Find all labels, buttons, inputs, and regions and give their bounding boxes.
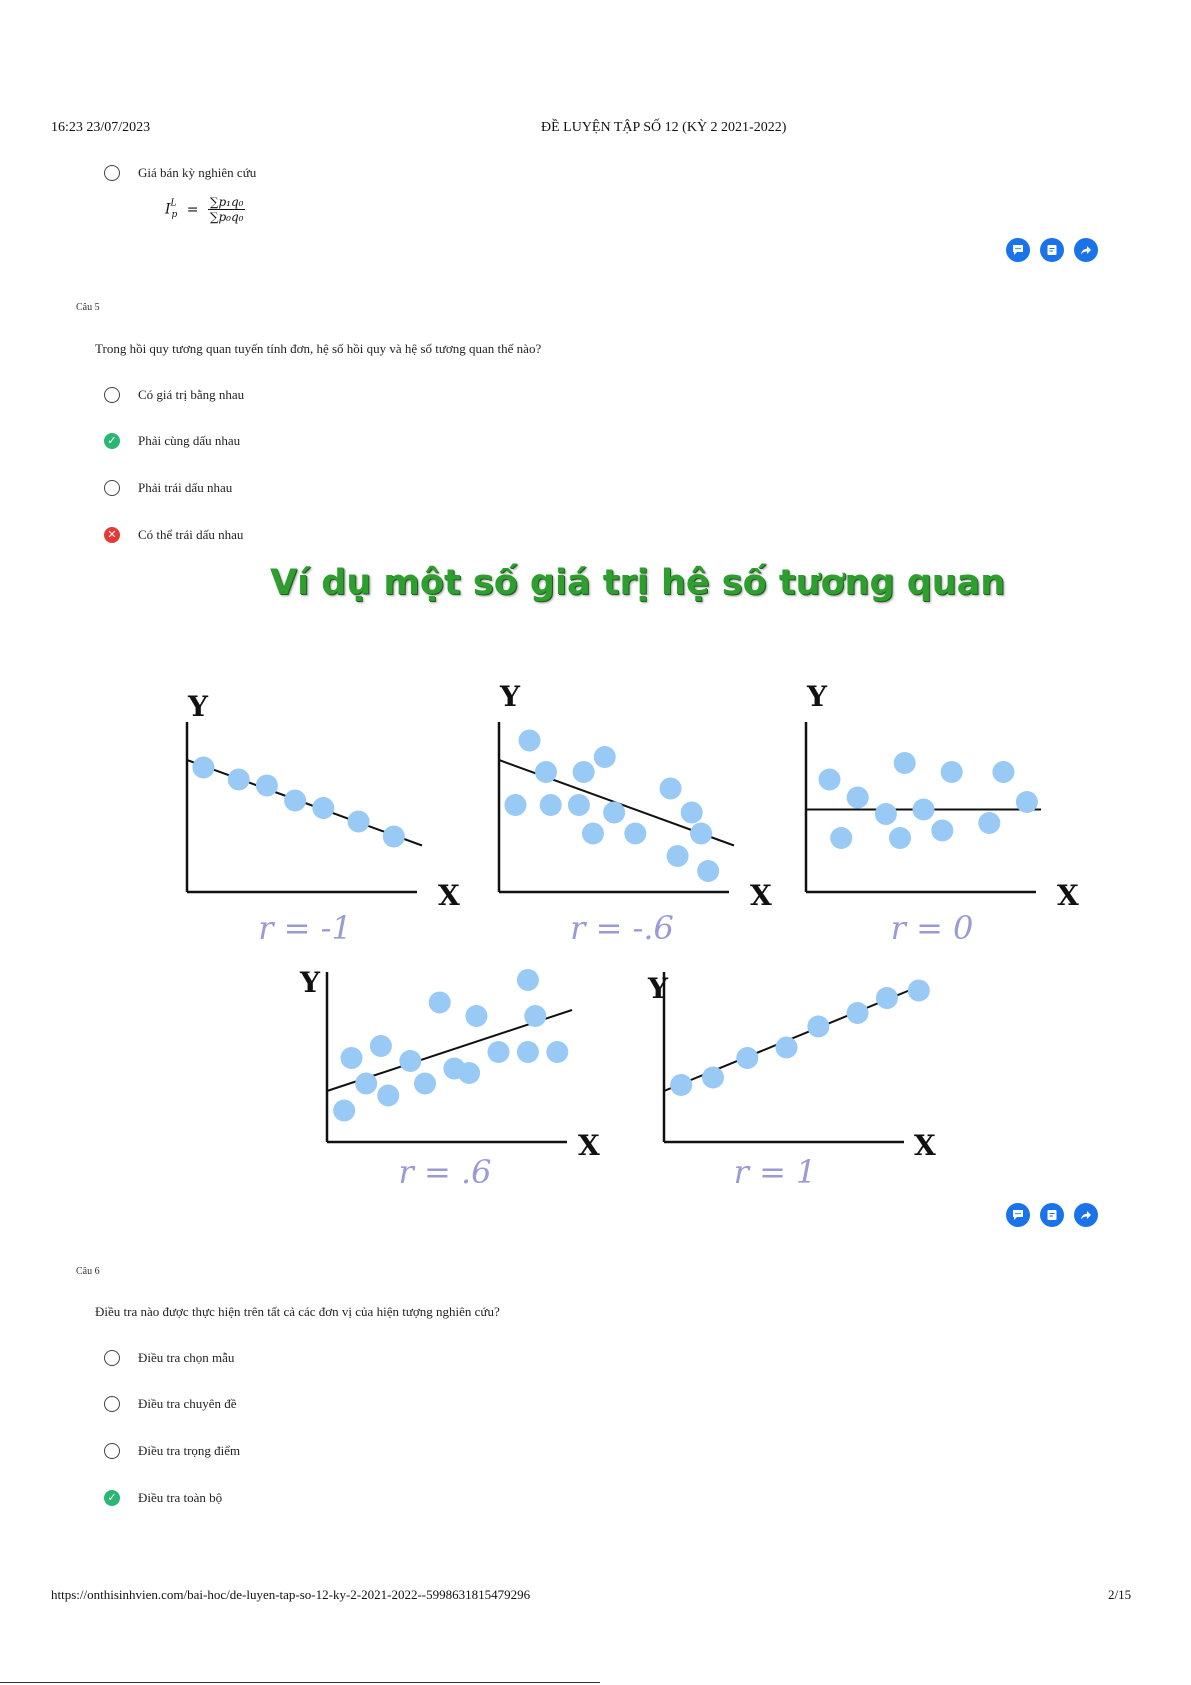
data-point [546, 1041, 568, 1063]
r-label: r = -.6 [570, 909, 674, 947]
correct-check-icon: ✓ [104, 433, 120, 449]
radio-icon[interactable] [104, 1443, 120, 1459]
x-axis-label: X [1057, 879, 1079, 912]
data-point [348, 811, 370, 833]
figure-title: Ví dụ một số giá trị hệ số tương quan [270, 563, 1006, 603]
data-point [488, 1041, 510, 1063]
data-point [377, 1085, 399, 1107]
data-point [913, 799, 935, 821]
data-point [465, 1005, 487, 1027]
option-label: Có giá trị bằng nhau [138, 387, 245, 402]
data-point [819, 769, 841, 791]
data-point [414, 1073, 436, 1095]
data-point [908, 980, 930, 1002]
data-point [603, 802, 625, 824]
data-point [256, 775, 278, 797]
r-label: r = 0 [890, 909, 974, 947]
data-point [992, 761, 1014, 783]
correct-check-icon: ✓ [104, 1490, 120, 1506]
page-title: ĐỀ LUYỆN TẬP SỐ 12 (KỲ 2 2021-2022) [541, 120, 787, 135]
option-1[interactable] [104, 1349, 234, 1367]
page-number: 2/15 [1108, 1587, 1132, 1602]
data-point [504, 794, 526, 816]
x-axis-label: X [578, 1129, 600, 1162]
data-point [931, 820, 953, 842]
option-label: Phải cùng dấu nhau [138, 433, 241, 448]
data-point [876, 987, 898, 1009]
option-2[interactable] [104, 1395, 237, 1413]
data-point [1016, 791, 1038, 813]
data-point [594, 746, 616, 768]
y-axis-label: Y [500, 680, 520, 713]
question-number: Câu 6 [76, 1266, 100, 1277]
data-point [429, 992, 451, 1014]
data-point [355, 1073, 377, 1095]
data-point [889, 827, 911, 849]
r-label: r = -1 [258, 909, 352, 947]
data-point [458, 1062, 480, 1084]
x-axis-label: X [750, 879, 772, 912]
data-point [847, 1002, 869, 1024]
data-point [535, 761, 557, 783]
option-label: Giá bán kỳ nghiên cứu [138, 165, 257, 180]
option-label: Điều tra chuyên đề [138, 1396, 237, 1411]
data-point [333, 1100, 355, 1122]
data-point [624, 823, 646, 845]
data-point [681, 802, 703, 824]
x-axis-label: X [438, 879, 460, 912]
note-icon[interactable] [1040, 1203, 1064, 1227]
data-point [697, 860, 719, 882]
data-point [399, 1050, 421, 1072]
question-number: Câu 5 [76, 302, 100, 313]
data-point [519, 730, 541, 752]
data-point [807, 1016, 829, 1038]
data-point [192, 757, 214, 779]
data-point [524, 1005, 546, 1027]
data-point [517, 1041, 539, 1063]
data-point [941, 761, 963, 783]
price-index-formula: $I^L_p$ = $\frac{\text{∑p₁q₀}}{\text{∑p₀q₀}}$ [165, 195, 244, 224]
y-axis-label: Y [188, 690, 208, 723]
data-point [228, 769, 250, 791]
radio-icon[interactable] [104, 1396, 120, 1412]
data-point [383, 826, 405, 848]
data-point [667, 845, 689, 867]
option-4[interactable] [104, 1489, 222, 1507]
share-icon[interactable] [1074, 1203, 1098, 1227]
page-divider [0, 1682, 600, 1683]
data-point [670, 1074, 692, 1096]
data-point [341, 1047, 363, 1069]
option-label: Phải trái dấu nhau [138, 480, 233, 495]
data-point [660, 778, 682, 800]
data-point [540, 794, 562, 816]
data-point [978, 812, 1000, 834]
data-point [736, 1047, 758, 1069]
data-point [573, 761, 595, 783]
data-point [568, 794, 590, 816]
data-point [312, 797, 334, 819]
data-point [894, 752, 916, 774]
data-point [776, 1037, 798, 1059]
r-label: r = .6 [398, 1153, 492, 1191]
option-3[interactable] [104, 1442, 240, 1460]
question-text: Trong hồi quy tương quan tuyến tính đơn, hệ số hồi quy và hệ số tương quan thế nào? [95, 341, 542, 356]
y-axis-label: Y [807, 680, 827, 713]
data-point [847, 787, 869, 809]
data-point [370, 1035, 392, 1057]
data-point [875, 803, 897, 825]
y-axis-label: Y [300, 966, 320, 999]
option-label: Điều tra trọng điểm [138, 1443, 241, 1458]
data-point [517, 969, 539, 991]
option-label: Có thể trái dấu nhau [138, 527, 244, 542]
comment-icon[interactable] [1006, 1203, 1030, 1227]
question-text: Điều tra nào được thực hiện trên tất cả các đơn vị của hiện tượng nghiên cứu? [95, 1304, 500, 1319]
y-axis-label: Y [648, 972, 668, 1005]
r-label: r = 1 [733, 1153, 817, 1191]
data-point [582, 823, 604, 845]
action-bar [1006, 1203, 1098, 1227]
print-datetime: 16:23 23/07/2023 [51, 120, 151, 135]
x-axis-label: X [914, 1129, 936, 1162]
radio-icon[interactable] [104, 1350, 120, 1366]
footer-url[interactable]: https://onthisinhvien.com/bai-hoc/de-luyen-tap-so-12-ky-2-2021-2022--5998631815479296 [51, 1587, 531, 1602]
option-label: Điều tra chọn mẫu [138, 1350, 235, 1365]
data-point [284, 790, 306, 812]
option-label: Điều tra toàn bộ [138, 1490, 223, 1505]
data-point [702, 1067, 724, 1089]
data-point [690, 823, 712, 845]
wrong-x-icon: ✕ [104, 527, 120, 543]
data-point [830, 827, 852, 849]
